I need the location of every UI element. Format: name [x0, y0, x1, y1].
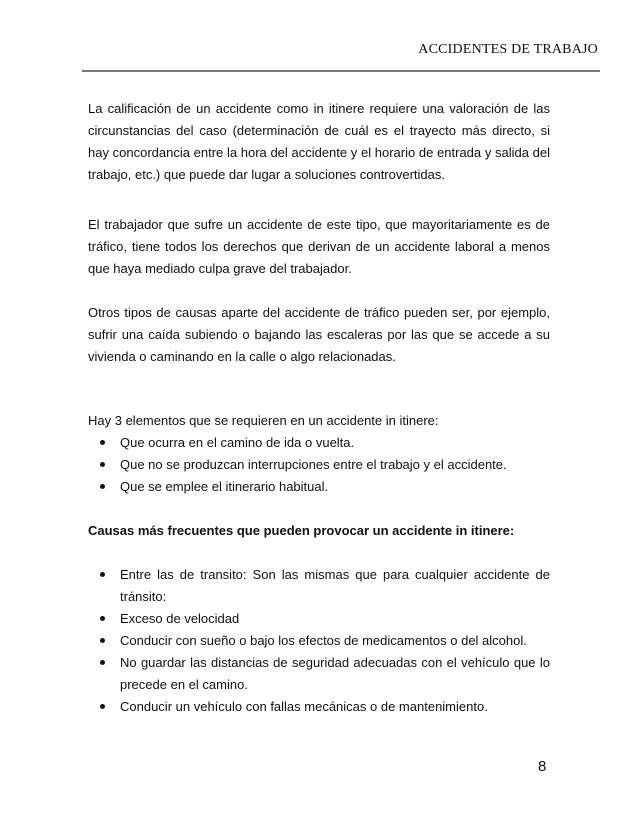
list-item — [88, 432, 550, 454]
list-item-text: Que se emplee el itinerario habitual. — [120, 479, 329, 494]
list-item — [88, 564, 550, 608]
list-item — [88, 630, 550, 652]
list-item — [88, 476, 550, 498]
list-item-text: Que no se produzcan interrupciones entre el trabajo y el accidente. — [120, 457, 507, 472]
bullet-icon — [100, 572, 105, 577]
list-item-text: Exceso de velocidad — [120, 611, 240, 626]
paragraph-otros-tipos: Otros tipos de causas aparte del accidente de tráfico pueden ser, por ejemplo, sufrir una caída subiendo o bajando las escaleras por las que se accede a su vivienda o caminando en la calle o algo relacionadas. — [88, 305, 550, 364]
page-number: 8 — [538, 758, 547, 775]
list-item — [88, 608, 550, 630]
section-heading: Causas más frecuentes que pueden provocar un accidente in itinere: — [88, 523, 515, 538]
bullet-icon — [100, 462, 105, 467]
list-item-text: No guardar las distancias de seguridad adecuadas con el vehículo que lo precede en el camino. — [120, 655, 550, 692]
list-item — [88, 454, 550, 476]
bullet-icon — [100, 704, 105, 709]
list-item-text: Entre las de transito: Son las mismas que para cualquier accidente de tránsito: — [120, 567, 550, 604]
bullet-icon — [100, 638, 105, 643]
list-item — [88, 696, 550, 718]
paragraph-calificacion: La calificación de un accidente como in itinere requiere una valoración de las circunstancias del caso (determinación de cuál es el trayecto más directo, si hay concordancia entre la hora del accidente y el horario de entrada y salida del trabajo, etc.) que puede dar lugar a soluciones controvertidas. — [88, 101, 550, 182]
bullet-icon — [100, 616, 105, 621]
list-item-text: Que ocurra en el camino de ida o vuelta. — [120, 435, 355, 450]
bullet-icon — [100, 484, 105, 489]
bullet-icon — [100, 660, 105, 665]
running-header: ACCIDENTES DE TRABAJO — [418, 42, 598, 57]
bullet-icon — [100, 440, 105, 445]
list-item-text: Conducir con sueño o bajo los efectos de medicamentos o del alcohol. — [120, 633, 527, 648]
list-item-text: Conducir un vehículo con fallas mecánicas o de mantenimiento. — [120, 699, 488, 714]
paragraph-elementos-intro: Hay 3 elementos que se requieren en un accidente in itinere: — [88, 413, 439, 428]
header-rule — [82, 70, 600, 72]
list-item — [88, 652, 550, 696]
causes-list — [88, 564, 550, 718]
elements-list — [88, 432, 550, 498]
paragraph-trabajador: El trabajador que sufre un accidente de este tipo, que mayoritariamente es de tráfico, tiene todos los derechos que derivan de un accidente laboral a menos que haya mediado culpa grave del trabajador. — [88, 217, 550, 276]
